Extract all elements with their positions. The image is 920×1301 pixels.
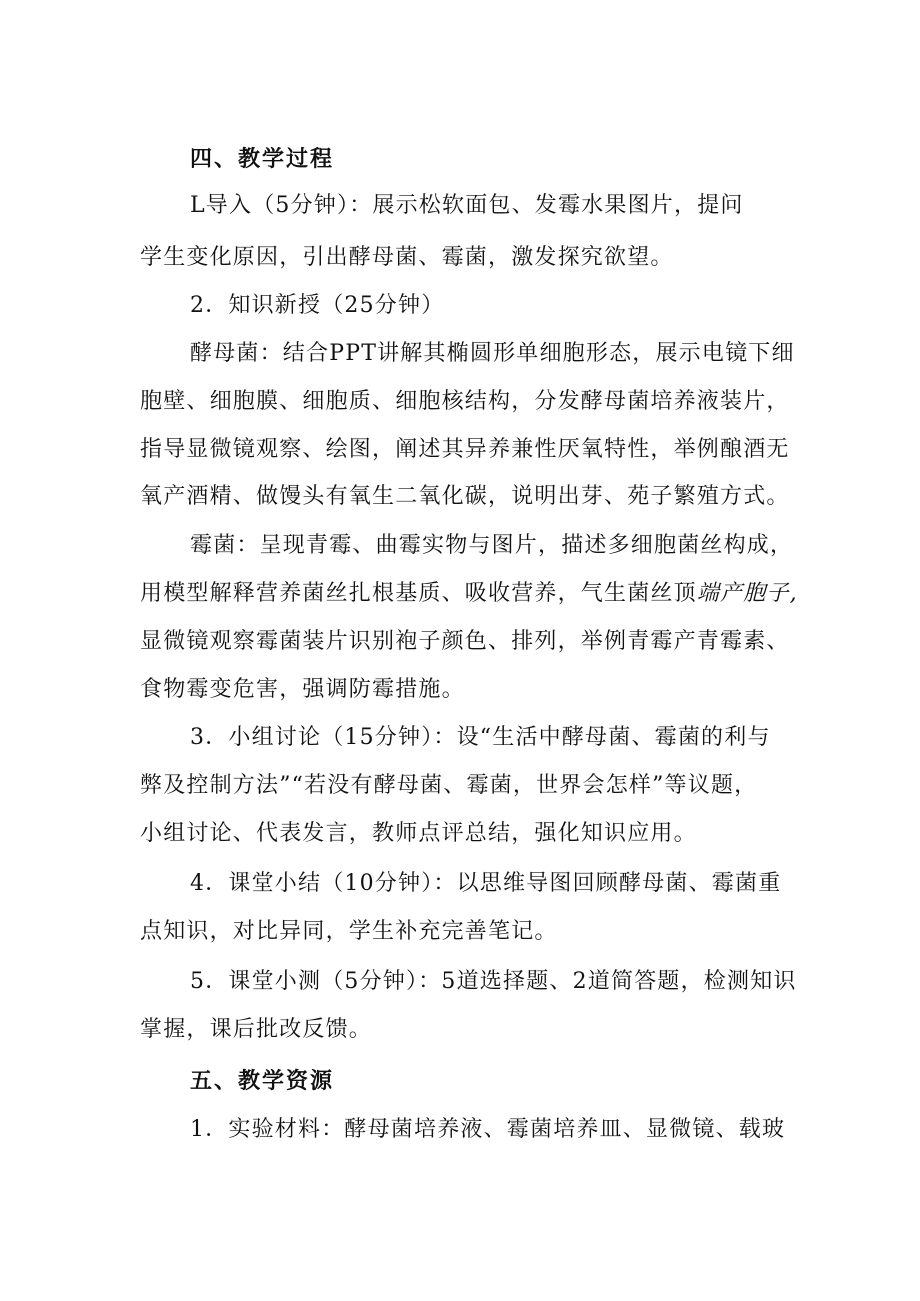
paragraph-yeast-line-1: 酵母菌：结合PPT讲解其椭圆形单细胞形态，展示电镜下细 xyxy=(190,341,795,366)
paragraph-yeast-line-3: 指导显微镜观察、绘图，阐述其异养兼性厌氧特性，举例酿酒无 xyxy=(140,437,790,462)
paragraph-lab-materials-line-1: 1．实验材料：酵母菌培养液、霉菌培养皿、显微镜、载玻 xyxy=(190,1117,786,1142)
paragraph-quiz-line-2: 掌握，课后批改反馈。 xyxy=(140,1017,373,1042)
paragraph-quiz-line-1: 5．课堂小测（5分钟）：5道选择题、2道简答题，检测知识 xyxy=(190,969,797,994)
paragraph-group-discussion-line-3: 小组讨论、代表发言，教师点评总结，强化知识应用。 xyxy=(140,821,697,846)
section-heading-teaching-resources: 五、教学资源 xyxy=(190,1068,335,1094)
paragraph-intro-line-2: 学生变化原因，引出酵母菌、霉菌，激发探究欲望。 xyxy=(140,245,674,270)
paragraph-mold-line-4: 食物霉变危害，强调防霉措施。 xyxy=(140,677,465,702)
paragraph-mold-line-3: 显微镜观察霉菌装片识别袍子颜色、排列，举例青霉产青霉素、 xyxy=(140,629,790,654)
paragraph-yeast-line-4: 氧产酒精、做馒头有氧生二氧化碳，说明出芽、苑子繁殖方式。 xyxy=(140,484,790,509)
paragraph-group-discussion-line-1: 3．小组讨论（15分钟）：设“生活中酵母菌、霉菌的利与 xyxy=(190,725,771,750)
paragraph-mold-line-1: 霉菌：呈现青霉、曲霉实物与图片，描述多细胞菌丝构成， xyxy=(190,533,794,558)
paragraph-mold-line-2 xyxy=(140,576,798,607)
paragraph-intro-line-1: L导入（5分钟）：展示松软面包、发霉水果图片，提问 xyxy=(190,193,744,218)
paragraph-mold-line-2-text: 用模型解释营养菌丝扎根基质、吸收营养，气生菌丝顶 xyxy=(140,581,697,606)
paragraph-summary-line-2: 点知识，对比异同，学生补充完善笔记。 xyxy=(140,919,558,944)
paragraph-mold-line-2-italic: 端产胞子, xyxy=(696,581,798,606)
paragraph-yeast-line-2: 胞壁、细胞膜、细胞质、细胞核结构，分发酵母菌培养液装片， xyxy=(140,389,790,414)
item-new-knowledge-title: 2．知识新授（25分钟） xyxy=(190,293,445,318)
section-heading-teaching-process: 四、教学过程 xyxy=(190,146,335,172)
paragraph-group-discussion-line-2: 弊及控制方法”“若没有酵母菌、霉菌，世界会怎样”等议题， xyxy=(140,773,758,798)
paragraph-summary-line-1: 4．课堂小结（10分钟）：以思维导图回顾酵母菌、霉菌重 xyxy=(190,871,782,896)
